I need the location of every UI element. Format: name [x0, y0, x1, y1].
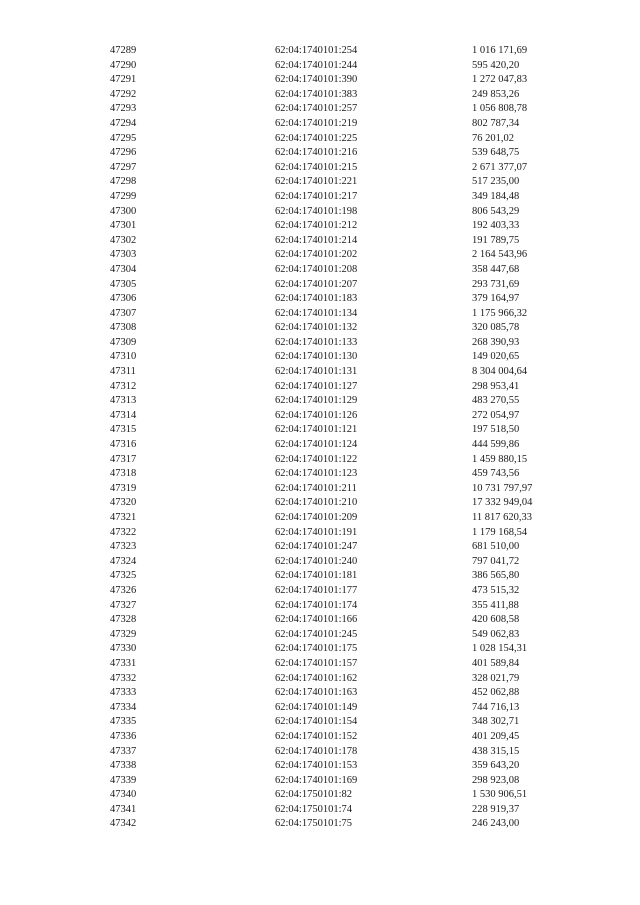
- cadastral-number: 62:04:1740101:126: [275, 409, 358, 421]
- row-number: 47327: [110, 599, 137, 611]
- row-number: 47291: [110, 74, 137, 86]
- row-number: 47335: [110, 716, 137, 728]
- cadastral-number: 62:04:1750101:82: [275, 789, 353, 801]
- cadastral-number: 62:04:1740101:202: [275, 249, 358, 261]
- value-amount: 595 420,20: [472, 59, 520, 71]
- table-row: [0, 292, 640, 307]
- row-number: 47323: [110, 541, 137, 553]
- cadastral-number: 62:04:1740101:209: [275, 512, 358, 523]
- value-amount: 1 272 047,83: [472, 74, 528, 86]
- row-number: 47332: [110, 672, 137, 684]
- cadastral-number: 62:04:1740101:244: [275, 59, 358, 71]
- cadastral-number: 62:04:1740101:129: [275, 395, 358, 407]
- table-row: [0, 438, 640, 453]
- row-number: 47322: [110, 526, 137, 538]
- value-amount: 549 062,83: [472, 628, 520, 640]
- cadastral-number: 62:04:1740101:219: [275, 117, 358, 129]
- value-amount: 17 332 949,04: [472, 497, 533, 509]
- row-number: 47330: [110, 643, 137, 655]
- row-number: 47321: [110, 512, 137, 523]
- cadastral-number: 62:04:1740101:122: [275, 453, 358, 465]
- table-row: [0, 190, 640, 205]
- table-row: [0, 234, 640, 249]
- table-row: [0, 642, 640, 657]
- row-number: 47304: [110, 263, 137, 275]
- table-row: [0, 365, 640, 380]
- table-row: [0, 701, 640, 716]
- row-number: 47300: [110, 205, 137, 217]
- value-amount: 11 817 620,33: [472, 512, 532, 523]
- cadastral-number: 62:04:1740101:210: [275, 497, 358, 509]
- cadastral-number: 62:04:1740101:208: [275, 263, 358, 275]
- table-row: [0, 117, 640, 132]
- row-number: 47313: [110, 395, 137, 407]
- row-number: 47316: [110, 439, 137, 451]
- row-number: 47293: [110, 103, 137, 115]
- table-row: [0, 44, 640, 59]
- cadastral-number: 62:04:1740101:390: [275, 74, 358, 86]
- row-number: 47302: [110, 234, 137, 246]
- table-row: [0, 540, 640, 555]
- cadastral-number: 62:04:1740101:217: [275, 190, 358, 202]
- cadastral-number: 62:04:1740101:149: [275, 701, 358, 713]
- value-amount: 293 731,69: [472, 278, 520, 290]
- cadastral-number: 62:04:1740101:225: [275, 132, 358, 144]
- table-row: [0, 730, 640, 745]
- table-row: [0, 496, 640, 511]
- table-row: [0, 307, 640, 322]
- row-number: 47333: [110, 687, 137, 699]
- value-amount: 1 028 154,31: [472, 643, 528, 655]
- table-row: [0, 569, 640, 584]
- cadastral-number: 62:04:1740101:181: [275, 570, 358, 582]
- table-row: [0, 321, 640, 336]
- value-amount: 359 643,20: [472, 760, 520, 772]
- value-amount: 1 056 808,78: [472, 103, 528, 115]
- cadastral-number: 62:04:1750101:75: [275, 818, 353, 830]
- row-number: 47305: [110, 278, 137, 290]
- cadastral-number: 62:04:1740101:152: [275, 730, 358, 742]
- table-row: [0, 599, 640, 614]
- row-number: 47312: [110, 380, 137, 392]
- cadastral-number: 62:04:1740101:121: [275, 424, 358, 436]
- value-amount: 1 530 906,51: [472, 789, 528, 801]
- table-row: [0, 745, 640, 760]
- table-row: [0, 803, 640, 818]
- cadastral-number: 62:04:1740101:134: [275, 307, 358, 319]
- value-amount: 1 175 966,32: [472, 307, 528, 319]
- cadastral-number: 62:04:1740101:383: [275, 88, 358, 100]
- value-amount: 272 054,97: [472, 409, 520, 421]
- value-amount: 2 671 377,07: [472, 161, 528, 173]
- cadastral-number: 62:04:1740101:123: [275, 468, 358, 480]
- row-number: 47329: [110, 628, 137, 640]
- table-row: [0, 263, 640, 278]
- row-number: 47306: [110, 293, 137, 305]
- row-number: 47331: [110, 657, 137, 669]
- value-amount: 1 016 171,69: [472, 45, 528, 56]
- row-number: 47337: [110, 745, 137, 757]
- cadastral-number: 62:04:1740101:175: [275, 643, 358, 655]
- value-amount: 10 731 797,97: [472, 482, 533, 494]
- table-row: [0, 161, 640, 176]
- row-number: 47342: [110, 818, 137, 830]
- table-row: [0, 219, 640, 234]
- value-amount: 681 510,00: [472, 541, 520, 553]
- row-number: 47311: [110, 366, 136, 378]
- value-amount: 806 543,29: [472, 205, 520, 217]
- cadastral-number: 62:04:1740101:207: [275, 278, 358, 290]
- row-number: 47320: [110, 497, 137, 509]
- cadastral-number: 62:04:1740101:154: [275, 716, 358, 728]
- value-amount: 348 302,71: [472, 716, 520, 728]
- table-row: [0, 380, 640, 395]
- table-row: [0, 205, 640, 220]
- table-row: [0, 394, 640, 409]
- table-row: [0, 175, 640, 190]
- value-amount: 1 179 168,54: [472, 526, 528, 538]
- cadastral-number: 62:04:1740101:132: [275, 322, 358, 334]
- value-amount: 298 953,41: [472, 380, 520, 392]
- value-amount: 459 743,56: [472, 468, 520, 480]
- cadastral-number: 62:04:1740101:124: [275, 439, 358, 451]
- cadastral-number: 62:04:1740101:212: [275, 220, 358, 232]
- table-row: [0, 672, 640, 687]
- value-amount: 386 565,80: [472, 570, 520, 582]
- table-row: [0, 278, 640, 293]
- value-amount: 328 021,79: [472, 672, 520, 684]
- value-amount: 192 403,33: [472, 220, 520, 232]
- table-row: [0, 511, 640, 526]
- value-amount: 8 304 004,64: [472, 366, 528, 378]
- row-number: 47296: [110, 147, 137, 159]
- table-row: [0, 467, 640, 482]
- table-row: [0, 423, 640, 438]
- table-row: [0, 59, 640, 74]
- row-number: 47317: [110, 453, 137, 465]
- cadastral-number: 62:04:1740101:257: [275, 103, 358, 115]
- table-row: [0, 759, 640, 774]
- row-number: 47341: [110, 803, 137, 815]
- value-amount: 355 411,88: [472, 599, 519, 611]
- value-amount: 149 020,65: [472, 351, 520, 363]
- value-amount: 438 315,15: [472, 745, 520, 757]
- value-amount: 197 518,50: [472, 424, 520, 436]
- value-amount: 320 085,78: [472, 322, 520, 334]
- table-row: [0, 453, 640, 468]
- table-row: [0, 584, 640, 599]
- table-row: [0, 409, 640, 424]
- table-row: [0, 132, 640, 147]
- cadastral-number: 62:04:1740101:215: [275, 161, 358, 173]
- value-amount: 379 164,97: [472, 293, 520, 305]
- value-amount: 401 209,45: [472, 730, 520, 742]
- row-number: 47314: [110, 409, 137, 421]
- cadastral-number: 62:04:1740101:133: [275, 336, 358, 348]
- cadastral-number: 62:04:1740101:130: [275, 351, 358, 363]
- cadastral-number: 62:04:1740101:247: [275, 541, 358, 553]
- table-row: [0, 336, 640, 351]
- value-amount: 539 648,75: [472, 147, 520, 159]
- table-row: [0, 686, 640, 701]
- table-row: [0, 555, 640, 570]
- row-number: 47318: [110, 468, 137, 480]
- row-number: 47334: [110, 701, 137, 713]
- row-number: 47338: [110, 760, 137, 772]
- value-amount: 228 919,37: [472, 803, 520, 815]
- cadastral-number: 62:04:1740101:177: [275, 584, 358, 596]
- table-row: [0, 88, 640, 103]
- cadastral-number: 62:04:1740101:174: [275, 599, 358, 611]
- table-row: [0, 146, 640, 161]
- cadastral-number: 62:04:1740101:127: [275, 380, 358, 392]
- value-amount: 517 235,00: [472, 176, 520, 188]
- row-number: 47336: [110, 730, 137, 742]
- row-number: 47325: [110, 570, 137, 582]
- table-row: [0, 657, 640, 672]
- row-number: 47297: [110, 161, 137, 173]
- table-row: [0, 613, 640, 628]
- value-amount: 268 390,93: [472, 336, 520, 348]
- table-row: [0, 526, 640, 541]
- value-amount: 358 447,68: [472, 263, 520, 275]
- table-row: [0, 817, 640, 832]
- row-number: 47324: [110, 555, 137, 567]
- value-amount: 444 599,86: [472, 439, 520, 451]
- table-row: [0, 350, 640, 365]
- row-number: 47299: [110, 190, 137, 202]
- value-amount: 797 041,72: [472, 555, 520, 567]
- cadastral-number: 62:04:1740101:216: [275, 147, 358, 159]
- row-number: 47301: [110, 220, 137, 232]
- cadastral-number: 62:04:1740101:198: [275, 205, 358, 217]
- row-number: 47290: [110, 59, 137, 71]
- table-row: [0, 628, 640, 643]
- cadastral-number: 62:04:1740101:214: [275, 234, 358, 246]
- value-amount: 802 787,34: [472, 117, 520, 129]
- table-row: [0, 248, 640, 263]
- table-row: [0, 102, 640, 117]
- value-amount: 401 589,84: [472, 657, 520, 669]
- cadastral-number: 62:04:1740101:240: [275, 555, 358, 567]
- value-amount: 473 515,32: [472, 584, 520, 596]
- table-row: [0, 482, 640, 497]
- value-amount: 249 853,26: [472, 88, 520, 100]
- table-row: [0, 774, 640, 789]
- cadastral-number: 62:04:1740101:153: [275, 760, 358, 772]
- value-amount: 298 923,08: [472, 774, 520, 786]
- value-amount: 191 789,75: [472, 234, 520, 246]
- value-amount: 483 270,55: [472, 395, 520, 407]
- cadastral-number: 62:04:1740101:191: [275, 526, 358, 538]
- row-number: 47309: [110, 336, 137, 348]
- table-row: [0, 715, 640, 730]
- row-number: 47315: [110, 424, 137, 436]
- cadastral-number: 62:04:1740101:169: [275, 774, 358, 786]
- row-number: 47303: [110, 249, 137, 261]
- row-number: 47298: [110, 176, 137, 188]
- value-amount: 452 062,88: [472, 687, 520, 699]
- value-amount: 349 184,48: [472, 190, 520, 202]
- cadastral-number: 62:04:1740101:162: [275, 672, 358, 684]
- row-number: 47326: [110, 584, 137, 596]
- row-number: 47319: [110, 482, 137, 494]
- value-amount: 420 608,58: [472, 614, 520, 626]
- value-amount: 2 164 543,96: [472, 249, 528, 261]
- row-number: 47307: [110, 307, 137, 319]
- value-amount: 1 459 880,15: [472, 453, 528, 465]
- value-amount: 744 716,13: [472, 701, 520, 713]
- row-number: 47289: [110, 45, 137, 56]
- row-number: 47294: [110, 117, 137, 129]
- cadastral-number: 62:04:1740101:221: [275, 176, 358, 188]
- cadastral-number: 62:04:1740101:211: [275, 482, 357, 494]
- row-number: 47339: [110, 774, 137, 786]
- cadastral-number: 62:04:1740101:183: [275, 293, 358, 305]
- cadastral-number: 62:04:1740101:131: [275, 366, 358, 378]
- cadastral-number: 62:04:1740101:178: [275, 745, 358, 757]
- cadastral-number: 62:04:1740101:163: [275, 687, 358, 699]
- cadastral-number: 62:04:1740101:254: [275, 45, 358, 56]
- table-row: [0, 788, 640, 803]
- data-table: [0, 44, 640, 832]
- value-amount: 76 201,02: [472, 132, 514, 144]
- row-number: 47292: [110, 88, 137, 100]
- row-number: 47310: [110, 351, 137, 363]
- row-number: 47308: [110, 322, 137, 334]
- cadastral-number: 62:04:1740101:157: [275, 657, 358, 669]
- row-number: 47328: [110, 614, 137, 626]
- cadastral-number: 62:04:1740101:245: [275, 628, 358, 640]
- cadastral-number: 62:04:1740101:166: [275, 614, 358, 626]
- value-amount: 246 243,00: [472, 818, 520, 830]
- row-number: 47340: [110, 789, 137, 801]
- cadastral-number: 62:04:1750101:74: [275, 803, 353, 815]
- row-number: 47295: [110, 132, 137, 144]
- table-row: [0, 73, 640, 88]
